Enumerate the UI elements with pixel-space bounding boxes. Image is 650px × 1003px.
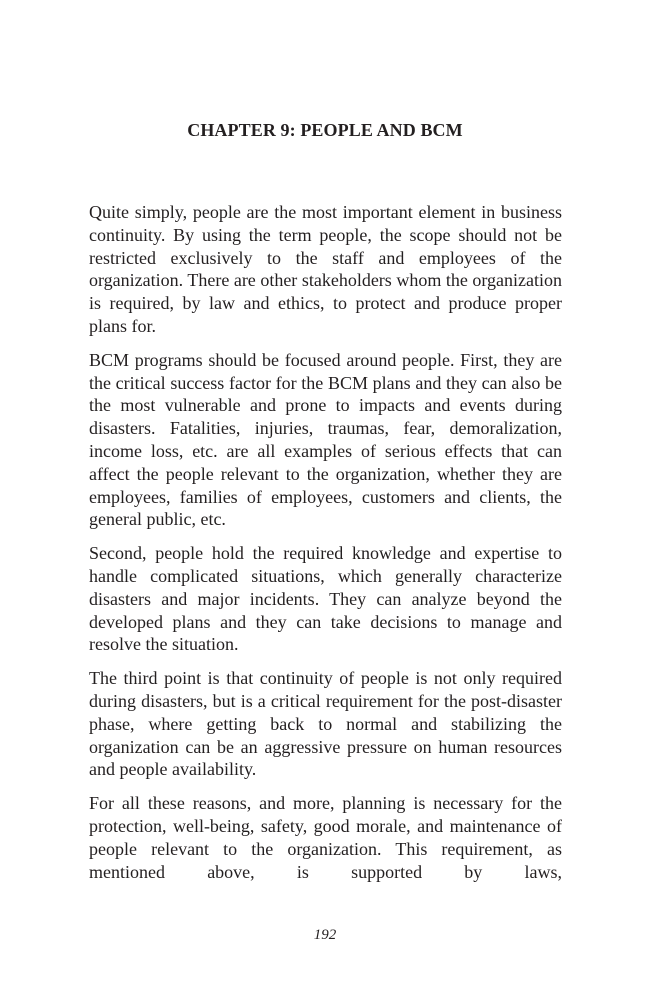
paragraph: For all these reasons, and more, planning is necessary for the protection, well-being, safety, good morale, and maintenance of people relevant to the organization. This requirement, as mentioned above, is supported by laws, [89,793,562,882]
paragraph: BCM programs should be focused around people. First, they are the critical success factor for the BCM plans and they can also be the most vulnerable and prone to impacts and events during disasters. Fatalities, injuries, traumas, fear, demoralization, income loss, etc. are all examples of serious effects that can affect the people relevant to the organization, whether they are employees, families of employees, customers and clients, the general public, etc. [89,349,562,530]
paragraph: The third point is that continuity of people is not only required during disasters, but is a critical requirement for the post-disaster phase, where getting back to normal and stabilizing the organization can be an aggressive pressure on human resources and people availability. [89,668,562,780]
chapter-body [89,201,562,894]
chapter-title: CHAPTER 9: PEOPLE AND BCM [187,120,463,140]
paragraph: Second, people hold the required knowledge and expertise to handle complicated situations, which generally characterize disasters and major incidents. They can analyze beyond the developed plans and they can take decisions to manage and resolve the situation. [89,543,562,655]
paragraph: Quite simply, people are the most important element in business continuity. By using the term people, the scope should not be restricted exclusively to the staff and employees of the organization. There are other stakeholders whom the organization is required, by law and ethics, to protect and produce proper plans for. [89,202,562,336]
page-number: 192 [313,927,337,943]
